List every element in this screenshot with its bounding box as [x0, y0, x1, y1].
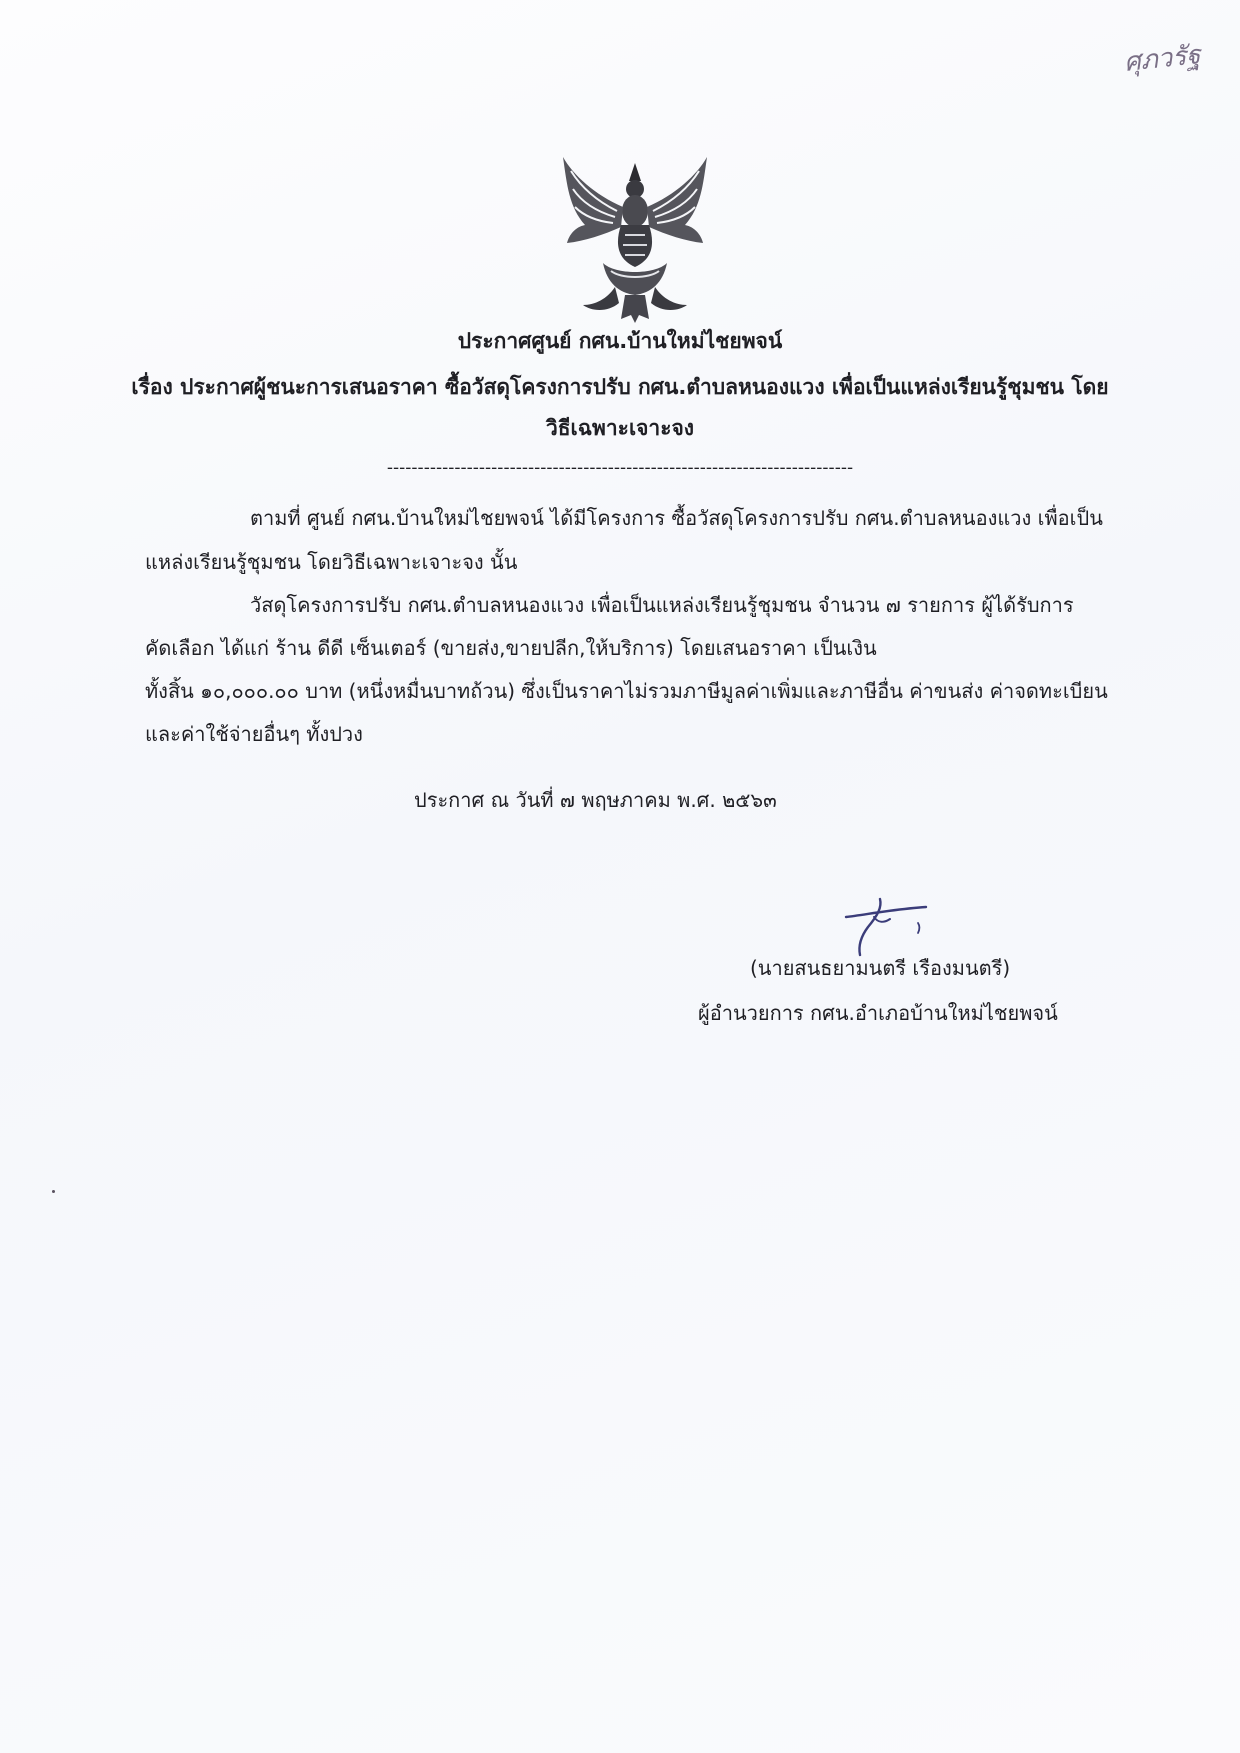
paragraph-1-line-2: แหล่งเรียนรู้ชุมชน โดยวิธีเฉพาะเจาะจง นั้น — [145, 550, 518, 574]
handwritten-corner-note — [1122, 34, 1202, 83]
scan-speck — [52, 1190, 55, 1193]
signatory-name: (นายสนธยามนตรี เรืองมนตรี) — [750, 956, 1011, 980]
paragraph-2-line-3: ทั้งสิ้น ๑๐,๐๐๐.๐๐ บาท (หนึ่งหมื่นบาทถ้วน) ซึ่งเป็นราคาไม่รวมภาษีมูลค่าเพิ่มและภาษีอื่น ค่าขนส่ง ค่าจดทะเบียน — [145, 679, 1108, 703]
corner-note-text: ศุภวรัฐ — [1122, 40, 1202, 78]
announcement-issuer: ประกาศศูนย์ กศน.บ้านใหม่ไชยพจน์ — [457, 329, 783, 353]
divider: ---------------------------------------------------------------------------- — [386, 458, 854, 478]
signatory-position: ผู้อำนวยการ กศน.อำเภอบ้านใหม่ไชยพจน์ — [698, 1001, 1058, 1025]
paragraph-2-line-2: คัดเลือก ได้แก่ ร้าน ดีดี เซ็นเตอร์ (ขายส่ง,ขายปลีก,ให้บริการ) โดยเสนอราคา เป็นเงิน — [145, 636, 877, 660]
paragraph-2-line-4: และค่าใช้จ่ายอื่นๆ ทั้งปวง — [145, 722, 363, 746]
paragraph-1-line-1: ตามที่ ศูนย์ กศน.บ้านใหม่ไชยพจน์ ได้มีโครงการ ซื้อวัสดุโครงการปรับ กศน.ตำบลหนองแวง เพื่อเป็น — [250, 506, 1103, 530]
paragraph-2-line-1: วัสดุโครงการปรับ กศน.ตำบลหนองแวง เพื่อเป็นแหล่งเรียนรู้ชุมชน จำนวน ๗ รายการ ผู้ได้รับการ — [250, 593, 1074, 617]
announcement-subject-cont: วิธีเฉพาะเจาะจง — [545, 416, 695, 440]
announcement-subject: เรื่อง ประกาศผู้ชนะการเสนอราคา ซื้อวัสดุโครงการปรับ กศน.ตำบลหนองแวง เพื่อเป็นแหล่งเรียนรู้ชุมชน โดย — [131, 375, 1109, 399]
garuda-emblem-icon — [555, 155, 715, 325]
announcement-date: ประกาศ ณ วันที่ ๗ พฤษภาคม พ.ศ. ๒๕๖๓ — [414, 788, 777, 812]
